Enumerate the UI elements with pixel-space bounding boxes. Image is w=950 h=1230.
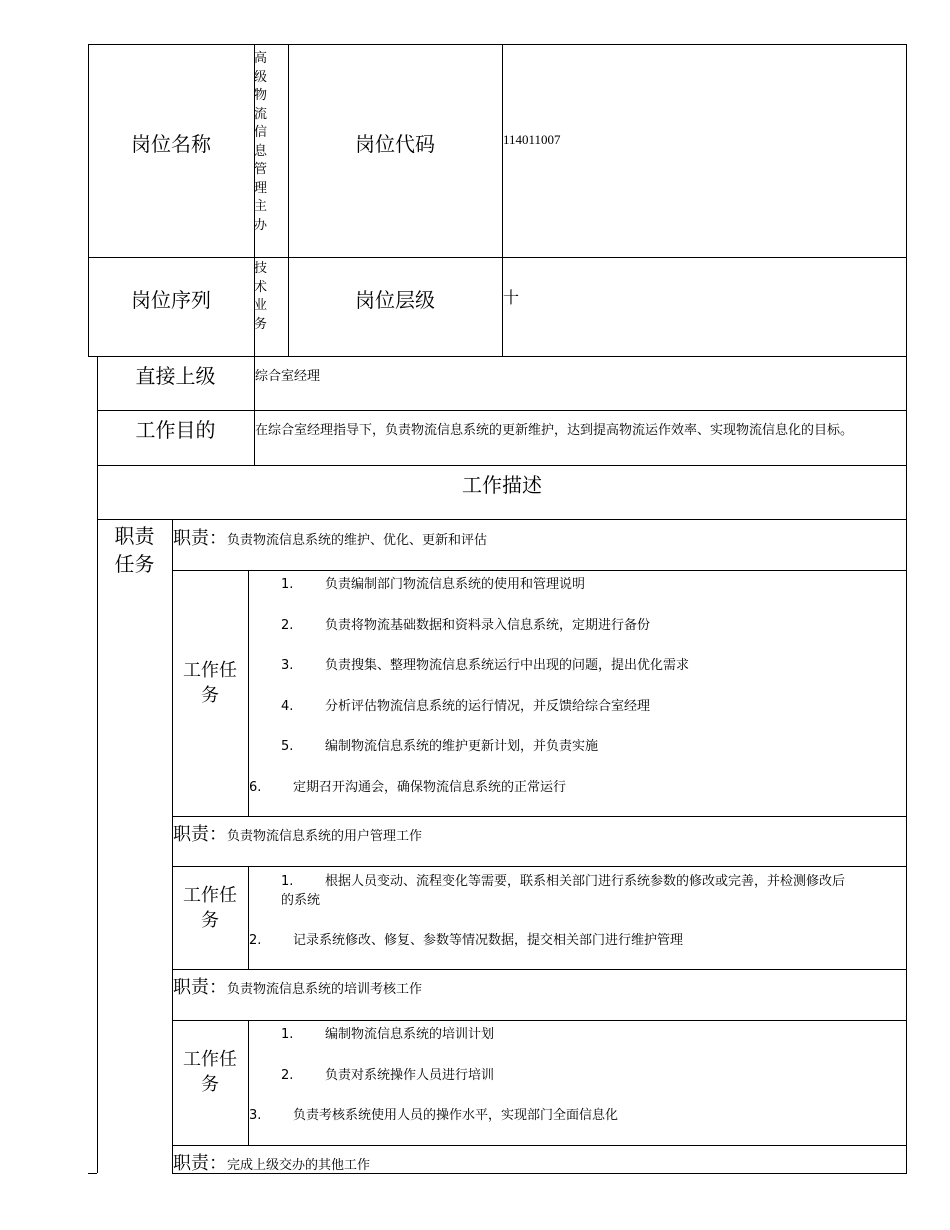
grid-line (906, 44, 907, 1173)
purpose-label: 工作目的 (135, 418, 216, 442)
duty-prefix: 职责： (173, 824, 227, 845)
grid-line (88, 44, 907, 45)
task-item: 6. 定期召开沟通会，确保物流信息系统的正常运行 (249, 780, 567, 795)
duty-title: 负责物流信息系统的培训考核工作 (227, 982, 423, 997)
grid-line (88, 356, 907, 357)
task-item: 1. 编制物流信息系统的培训计划 (281, 1027, 495, 1042)
grid-line (172, 816, 907, 817)
task-item: 4. 分析评估物流信息系统的运行情况，并反馈给综合室经理 (281, 699, 651, 714)
position-name-value: 高级物流信息管理主办 (254, 51, 268, 233)
duty-prefix: 职责： (173, 1153, 227, 1174)
task-item: 5. 编制物流信息系统的维护更新计划，并负责实施 (281, 739, 599, 754)
grid-line (97, 465, 907, 466)
grid-line (97, 519, 907, 520)
duty-prefix: 职责： (173, 977, 227, 998)
grid-line (97, 410, 907, 411)
grid-line (172, 1145, 907, 1146)
grid-line (172, 969, 907, 970)
position-level-label: 岗位层级 (355, 288, 435, 312)
position-series-label: 岗位序列 (131, 288, 211, 312)
grid-line (248, 866, 249, 969)
task-label: 工作任务 (183, 1049, 237, 1095)
position-code-value: 114011007 (503, 132, 561, 147)
grid-line (248, 1020, 249, 1145)
duties-label: 职责任务 (114, 524, 155, 576)
duty-heading (173, 524, 487, 550)
description-title: 工作描述 (462, 473, 542, 497)
task-item: 2. 负责将物流基础数据和资料录入信息系统，定期进行备份 (281, 618, 651, 633)
duty-heading (173, 973, 422, 999)
position-code-label: 岗位代码 (355, 132, 435, 156)
duty-title: 负责物流信息系统的用户管理工作 (227, 829, 423, 844)
task-label: 工作任务 (183, 885, 237, 931)
duty-title: 完成上级交办的其他工作 (227, 1158, 371, 1173)
task-item: 1. 根据人员变动、流程变化等需要，联系相关部门进行系统参数的修改或完善，并检测修改后 (281, 874, 846, 889)
grid-line (172, 570, 907, 571)
task-item: 1. 负责编制部门物流信息系统的使用和管理说明 (281, 577, 586, 592)
duty-heading (173, 820, 422, 846)
duty-heading (173, 1149, 370, 1175)
duty-title: 负责物流信息系统的维护、优化、更新和评估 (227, 533, 488, 548)
grid-line (88, 257, 907, 258)
supervisor-value: 综合室经理 (255, 369, 321, 384)
duty-prefix: 职责： (173, 528, 227, 549)
position-level-value: 十 (503, 288, 520, 307)
supervisor-label: 直接上级 (135, 364, 216, 388)
task-item: 2. 记录系统修改、修复、参数等情况数据，提交相关部门进行维护管理 (249, 933, 684, 948)
grid-line (172, 1020, 907, 1021)
position-series-value: 技术业务 (254, 261, 268, 332)
task-item: 3. 负责考核系统使用人员的操作水平，实现部门全面信息化 (249, 1108, 619, 1123)
grid-line (172, 866, 907, 867)
grid-line (88, 1173, 97, 1174)
grid-line (502, 44, 503, 356)
task-item: 3. 负责搜集、整理物流信息系统运行中出现的问题，提出优化需求 (281, 658, 690, 673)
task-label: 工作任务 (183, 660, 237, 706)
purpose-value: 在综合室经理指导下，负责物流信息系统的更新维护，达到提高物流运作效率、实现物流信息化的目标。 (255, 423, 854, 438)
task-item: 2. 负责对系统操作人员进行培训 (281, 1068, 495, 1083)
task-item-continuation: 的系统 (281, 893, 321, 908)
position-name-label: 岗位名称 (131, 132, 211, 156)
